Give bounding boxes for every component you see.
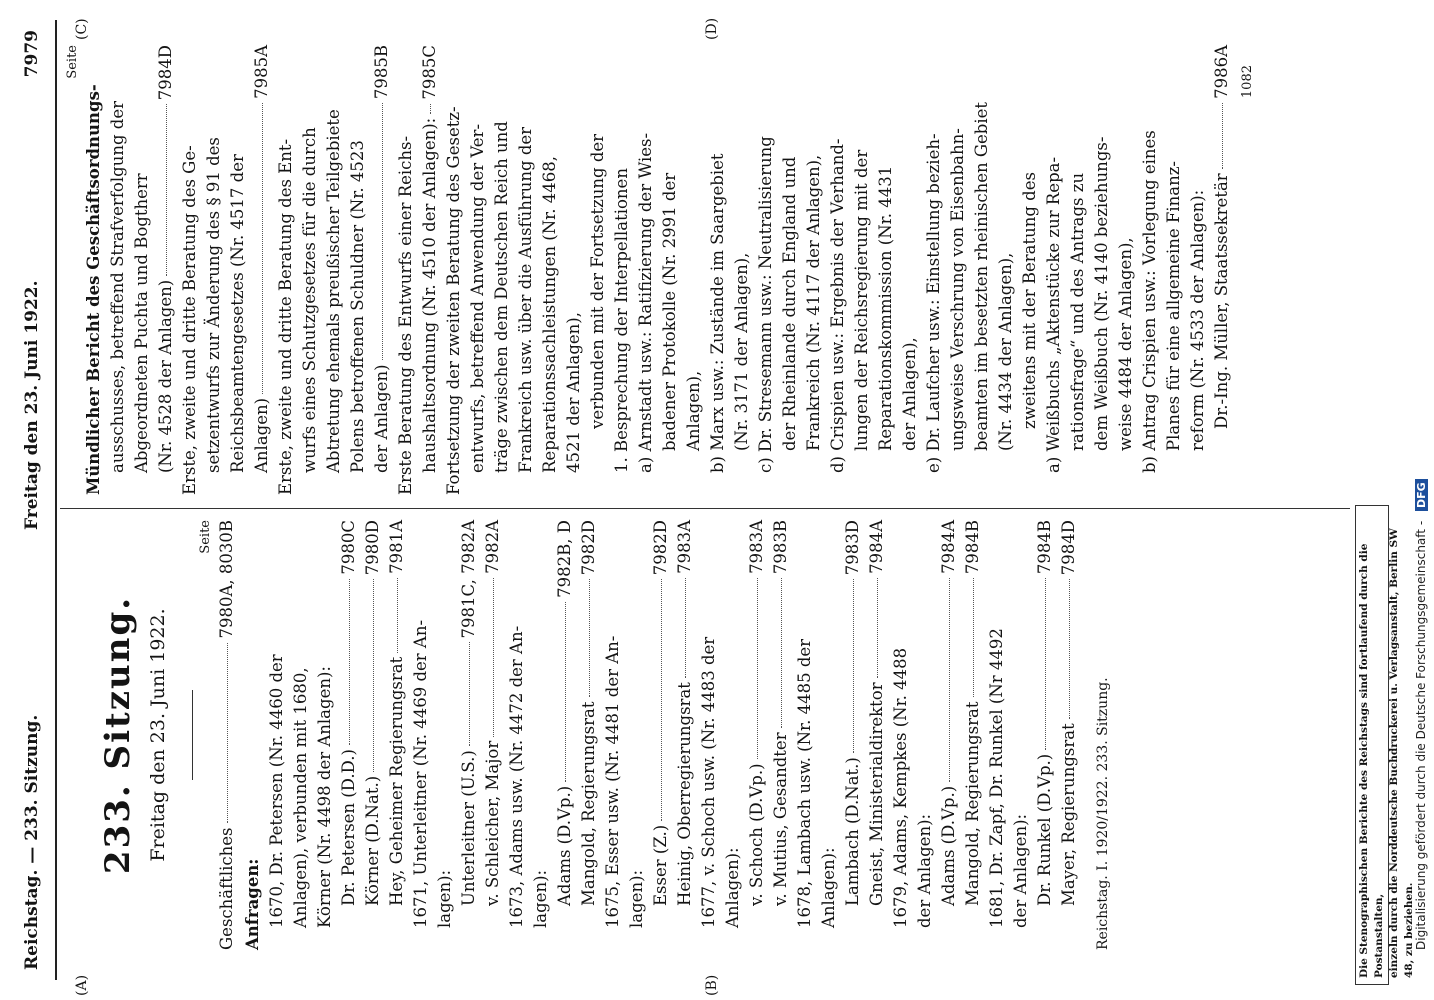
- margin-letter-d: (D): [704, 17, 720, 40]
- toc-line: [538, 45, 562, 495]
- toc-line: [961, 520, 985, 950]
- toc-line-text: lagen):: [531, 869, 550, 928]
- toc-line: [1090, 45, 1114, 495]
- toc-line: [1186, 45, 1210, 495]
- toc-line: [802, 45, 826, 495]
- toc-line-page: 7985C: [420, 45, 439, 100]
- toc-line-text: Frankreich (Nr. 4117 der Anlagen),: [804, 154, 823, 451]
- toc-line-text: Mündlicher Bericht des Geschäftsordnungs-: [84, 84, 103, 495]
- toc-line-text: Körner (Nr. 4498 der Anlagen):: [315, 666, 334, 928]
- toc-line-text: 1678, Lambach usw. (Nr. 4485 der: [795, 638, 814, 928]
- toc-line-text: der Rheinlande durch England und: [780, 156, 799, 451]
- toc-line: [298, 45, 322, 495]
- toc-line-text: Mangold, Regierungsrat: [963, 701, 982, 906]
- toc-line: [697, 520, 721, 950]
- toc-line: [898, 45, 922, 495]
- page-footer: Reichstag. I. 1920/1922. 233. Sitzung.: [1095, 677, 1111, 950]
- toc-line: [793, 520, 817, 950]
- subscription-notice: [1355, 505, 1415, 985]
- toc-line: [826, 45, 850, 495]
- toc-line-text: ausschusses, betreffend Strafverfolgung der: [108, 101, 127, 473]
- toc-line-text: Anlagen), verbunden mit 1680,: [291, 667, 310, 928]
- toc-line: [1033, 520, 1057, 950]
- toc-line-text: Körner (D.Nat.): [363, 775, 382, 906]
- toc-entry-page: 7980A, 8030B: [217, 520, 236, 639]
- seite-label-left: Seite: [198, 520, 213, 554]
- toc-line-text: (Nr. 4434 der Anlagen),: [996, 252, 1015, 451]
- toc-line: [130, 45, 154, 495]
- toc-line-text: wurfs eines Schutzgesetzes für die durch: [300, 127, 319, 473]
- left-toc-list: [265, 520, 1081, 950]
- session-title-block: [64, 520, 193, 950]
- toc-line: [1057, 520, 1081, 950]
- toc-line-page: 7985A: [252, 45, 271, 99]
- toc-line-page: 7986A: [1212, 45, 1231, 99]
- toc-line: [706, 45, 730, 495]
- toc-line-page: 7984D: [1059, 520, 1078, 576]
- toc-line: [994, 45, 1018, 495]
- toc-line: [337, 520, 361, 950]
- toc-line-page: 7985B: [372, 45, 391, 100]
- toc-line: [841, 520, 865, 950]
- toc-line-text: Dr. Runkel (D.Vp.): [1035, 753, 1054, 906]
- toc-line: [1114, 45, 1138, 495]
- toc-line-text: dem Weißbuch (Nr. 4140 beziehungs-: [1092, 136, 1111, 451]
- toc-line-text: b) Antrag Crispien usw.: Vorlegung eines: [1140, 130, 1159, 473]
- toc-line-text: Planes für eine allgemeine Finanz-: [1164, 161, 1183, 451]
- toc-line: [529, 520, 553, 950]
- toc-line-text: Lambach (D.Nat.): [843, 757, 862, 906]
- toc-line-text: 1671, Unterleitner (Nr. 4469 der An-: [411, 619, 430, 928]
- dot-leader: [227, 643, 228, 824]
- toc-line-text: 1677, v. Schoch usw. (Nr. 4483 der: [699, 636, 718, 928]
- toc-line-page: 7981A: [387, 520, 406, 574]
- toc-line-text: der Anlagen):: [1011, 813, 1030, 928]
- toc-line: [610, 45, 634, 495]
- left-column: [64, 520, 1115, 950]
- toc-line-page: 7984D: [156, 45, 175, 101]
- toc-line: [1066, 45, 1090, 495]
- toc-line-text: Anlagen):: [723, 847, 742, 928]
- toc-line: [514, 45, 538, 495]
- toc-line: [457, 520, 481, 950]
- credit-text: Digitalisierung gefördert durch die Deutsche Forschungsgemeinschaft -: [1414, 520, 1428, 950]
- toc-line-text: 1681, Dr. Zapf, Dr. Runkel (Nr 4492: [987, 628, 1006, 928]
- dot-leader: [469, 642, 470, 746]
- toc-line-text: beamten im besetzten rheinischen Gebiet: [972, 101, 991, 451]
- toc-line-text: 1679, Adams, Kempkes (Nr. 4488: [891, 647, 910, 928]
- toc-line-text: e) Dr. Laufcher usw.: Einstellung bezieh-: [924, 133, 943, 473]
- toc-line-text: v. Schoch (D.Vp.): [747, 763, 766, 906]
- toc-line-text: reform (Nr. 4533 der Anlagen):: [1188, 189, 1207, 451]
- session-date: Freitag den 23. Juni 1922.: [147, 608, 169, 862]
- toc-line: [490, 45, 514, 495]
- toc-line: [322, 45, 346, 495]
- toc-line: [250, 45, 274, 495]
- dot-leader: [1069, 579, 1070, 719]
- toc-line-text: rationsfrage“ und des Antrags zu: [1068, 172, 1087, 451]
- toc-line: [1210, 45, 1234, 495]
- toc-line: [1018, 45, 1042, 495]
- toc-line: [361, 520, 385, 950]
- toc-line-text: Adams (D.Vp.): [555, 785, 574, 906]
- toc-line: [946, 45, 970, 495]
- dot-leader: [781, 578, 782, 728]
- toc-line: [985, 520, 1009, 950]
- toc-line: [817, 520, 841, 950]
- toc-line-text: haushaltsordnung (Nr. 4510 der Anlagen):: [420, 117, 439, 473]
- toc-line: [466, 45, 490, 495]
- dot-leader: [685, 578, 686, 678]
- margin-letter-c: (C): [74, 18, 90, 40]
- toc-line-text: Anlagen):: [819, 847, 838, 928]
- toc-line: [586, 45, 610, 495]
- toc-line: [634, 45, 658, 495]
- toc-line: [418, 45, 442, 495]
- toc-line-text: Polens betroffenen Schuldner (Nr. 4523: [348, 140, 367, 473]
- toc-line: [274, 45, 298, 495]
- seite-label-right: Seite: [65, 45, 80, 79]
- toc-line: [682, 45, 706, 495]
- dot-leader: [757, 578, 758, 760]
- toc-line-text: Heinig, Oberregierungsrat: [675, 682, 694, 906]
- toc-line: [394, 45, 418, 495]
- toc-line-text: b) Marx usw.: Zustände im Saargebiet: [708, 153, 727, 473]
- toc-line-text: 1. Besprechung der Interpellationen: [612, 168, 631, 473]
- toc-line: [874, 45, 898, 495]
- toc-line-text: 1675, Esser usw. (Nr. 4481 der An-: [603, 635, 622, 928]
- session-title: 233. Sitzung.: [98, 595, 138, 875]
- toc-line-page: 7982D: [651, 520, 670, 576]
- toc-line-page: 7984A: [939, 520, 958, 574]
- toc-line: [442, 45, 466, 495]
- toc-line-text: Mayer, Regierungsrat: [1059, 723, 1078, 906]
- toc-line: [385, 520, 409, 950]
- toc-line: [1138, 45, 1162, 495]
- toc-line: [553, 520, 577, 950]
- toc-line-page: 7983A: [747, 520, 766, 574]
- toc-line-text: d) Crispien usw.: Ergebnis der Verhand-: [828, 138, 847, 473]
- toc-line-text: Unterleitner (U.S.): [459, 750, 478, 906]
- toc-line: [346, 45, 370, 495]
- toc-line-text: der Anlagen),: [900, 337, 919, 451]
- toc-line-text: träge zwischen dem Deutschen Reich und: [492, 121, 511, 473]
- title-rule: [192, 690, 193, 780]
- right-toc-list: [82, 45, 1234, 495]
- toc-line-text: Hey, Geheimer Regierungsrat: [387, 656, 406, 906]
- toc-line-text: lagen):: [627, 869, 646, 928]
- toc-line: [265, 520, 289, 950]
- toc-line: [577, 520, 601, 950]
- toc-line: [937, 520, 961, 950]
- toc-line: [673, 520, 697, 950]
- dot-leader: [430, 104, 431, 114]
- toc-line: [922, 45, 946, 495]
- column-divider: [60, 508, 1350, 509]
- toc-line-text: verbunden mit der Fortsetzung der: [588, 133, 607, 429]
- toc-line-page: 7984B: [963, 520, 982, 575]
- toc-line: [601, 520, 625, 950]
- toc-line-text: 1673, Adams usw. (Nr. 4472 der An-: [507, 625, 526, 928]
- dfg-logo: DFG: [1415, 479, 1428, 511]
- toc-line-page: 7982A: [483, 520, 502, 574]
- toc-line-page: 7983D: [843, 520, 862, 576]
- digitization-credit: [1414, 50, 1428, 950]
- toc-line-text: der Anlagen):: [915, 813, 934, 928]
- toc-line-text: der Anlagen): [372, 364, 391, 473]
- toc-line: [778, 45, 802, 495]
- toc-line: [313, 520, 337, 950]
- toc-line: [202, 45, 226, 495]
- toc-line: [505, 520, 529, 950]
- toc-line: [178, 45, 202, 495]
- toc-line-text: entwurfs, betreffend Anwendung der Ver-: [468, 123, 487, 473]
- header-left: Reichstag. — 233. Sitzung.: [22, 714, 42, 970]
- dot-leader: [262, 103, 263, 394]
- toc-line-page: 7982B, D: [555, 520, 574, 598]
- toc-line-text: Esser (Z.): [651, 824, 670, 906]
- toc-line: [850, 45, 874, 495]
- toc-line: [409, 520, 433, 950]
- margin-letter-a: (A): [74, 974, 90, 996]
- toc-entry-text: Geschäftliches: [217, 827, 236, 950]
- toc-line-text: lagen):: [435, 869, 454, 928]
- toc-line-text: Erste Beratung des Entwurfs einer Reichs-: [396, 135, 415, 495]
- toc-line-text: a) Weißbuchs „Aktenstücke zur Repa-: [1044, 156, 1063, 473]
- toc-line: [913, 520, 937, 950]
- dot-leader: [877, 578, 878, 678]
- dot-leader: [382, 103, 383, 360]
- toc-line: [865, 520, 889, 950]
- toc-line-page: 7984B: [1035, 520, 1054, 575]
- toc-line: [481, 520, 505, 950]
- toc-line-text: ungsweise Verschrung von Eisenbahn-: [948, 128, 967, 451]
- toc-line: [370, 45, 394, 495]
- toc-line-text: (Nr. 3171 der Anlagen),: [732, 252, 751, 451]
- dot-leader: [565, 602, 566, 782]
- toc-line: [1042, 45, 1066, 495]
- header-middle: Freitag den 23. Juni 1922.: [22, 280, 42, 530]
- toc-line-text: Mangold, Regierungsrat: [579, 701, 598, 906]
- toc-line-page: 7983B: [771, 520, 790, 575]
- small-number: 1082: [1240, 65, 1255, 99]
- dot-leader: [1222, 103, 1223, 169]
- toc-line: [745, 520, 769, 950]
- toc-line-text: Dr.-Ing. Müller, Staatssekretär: [1212, 173, 1231, 429]
- toc-line-text: Reparationssachleistungen (Nr. 4468,: [540, 156, 559, 473]
- notice-line-1: Die Stenographischen Berichte des Reichstags sind fortlaufend durch die Postanstalten,: [1358, 543, 1385, 978]
- toc-line: [106, 45, 130, 495]
- toc-line-text: Fortsetzung der zweiten Beratung des Gesetz-: [444, 106, 463, 495]
- section-heading-anfragen: Anfragen:: [243, 858, 262, 950]
- header-page-number: 7979: [22, 30, 42, 78]
- toc-line-text: Frankreich usw. über die Ausführung der: [516, 126, 535, 473]
- toc-line: [769, 520, 793, 950]
- toc-line-text: c) Dr. Stresemann usw.: Neutralisierung: [756, 136, 775, 473]
- toc-line-text: Abgeordneten Puchta und Bogtherr: [132, 173, 151, 473]
- page-header: [10, 30, 50, 970]
- toc-line-text: Gneist, Ministerialdirektor: [867, 682, 886, 906]
- toc-line-text: a) Arnstadt usw.: Ratifizierung der Wies-: [636, 132, 655, 473]
- toc-line-text: weise 4484 der Anlagen),: [1116, 237, 1135, 451]
- toc-line-text: Anlagen): [252, 397, 271, 473]
- toc-line-page: 7983A: [675, 520, 694, 574]
- dot-leader: [349, 579, 350, 745]
- margin-letter-b: (B): [704, 974, 720, 996]
- toc-line-text: Erste, zweite und dritte Beratung des Ent-: [276, 138, 295, 495]
- toc-line: [1162, 45, 1186, 495]
- notice-line-2: einzeln durch die Norddeutsche Buchdruckerei u. Verlagsanstalt, Berlin SW 48, zu beziehen.: [1388, 528, 1415, 978]
- toc-line: [82, 45, 106, 495]
- toc-line-text: Reparationskommission (Nr. 4431: [876, 165, 895, 451]
- toc-line-text: (Nr. 4528 der Anlagen): [156, 279, 175, 473]
- dot-leader: [589, 579, 590, 697]
- toc-line: [154, 45, 178, 495]
- toc-line-text: Dr. Petersen (D.D.): [339, 749, 358, 906]
- toc-line-text: Adams (D.Vp.): [939, 785, 958, 906]
- toc-line-text: lungen der Reichsregierung mit der: [852, 149, 871, 451]
- toc-line: [625, 520, 649, 950]
- toc-line: [649, 520, 673, 950]
- right-column: [64, 45, 1260, 495]
- dot-leader: [397, 578, 398, 653]
- dot-leader: [853, 579, 854, 753]
- toc-line: [289, 520, 313, 950]
- header-rule: [55, 20, 57, 980]
- toc-line-page: 7980D: [363, 520, 382, 576]
- dot-leader: [373, 579, 374, 772]
- toc-line-page: 7984A: [867, 520, 886, 574]
- toc-line-text: Reichsbeamtengesetzes (Nr. 4517 der: [228, 154, 247, 473]
- toc-line-text: Anlagen),: [684, 370, 703, 451]
- toc-line: [658, 45, 682, 495]
- dot-leader: [661, 579, 662, 821]
- toc-line: [970, 45, 994, 495]
- toc-line: [433, 520, 457, 950]
- toc-line: [1009, 520, 1033, 950]
- toc-line: [889, 520, 913, 950]
- dot-leader: [949, 578, 950, 782]
- toc-line-text: v. Mutius, Gesandter: [771, 732, 790, 906]
- toc-line-page: 7980C: [339, 520, 358, 575]
- toc-line: [226, 45, 250, 495]
- toc-line-text: 1670, Dr. Petersen (Nr. 4460 der: [267, 654, 286, 928]
- dot-leader: [973, 578, 974, 697]
- toc-line: [562, 45, 586, 495]
- dot-leader: [1045, 578, 1046, 750]
- toc-line-text: setzentwurfs zur Änderung des § 91 des: [204, 137, 223, 473]
- toc-line: [721, 520, 745, 950]
- dot-leader: [166, 104, 167, 276]
- toc-line: [754, 45, 778, 495]
- toc-line-text: Abtretung ehemals preußischer Teilgebiete: [324, 109, 343, 473]
- toc-line-text: v. Schleicher, Major: [483, 740, 502, 906]
- toc-line: [730, 45, 754, 495]
- toc-line-text: badener Protokolle (Nr. 2991 der: [660, 172, 679, 451]
- toc-line-page: 7982D: [579, 520, 598, 576]
- toc-line-text: zweitens mit der Beratung des: [1020, 172, 1039, 429]
- toc-line-text: Erste, zweite und dritte Beratung des Ge-: [180, 145, 199, 495]
- toc-line-text: 4521 der Anlagen),: [564, 312, 583, 473]
- toc-line-page: 7981C, 7982A: [459, 520, 478, 639]
- dot-leader: [493, 578, 494, 737]
- toc-entry-geschaeftliches: [215, 520, 239, 950]
